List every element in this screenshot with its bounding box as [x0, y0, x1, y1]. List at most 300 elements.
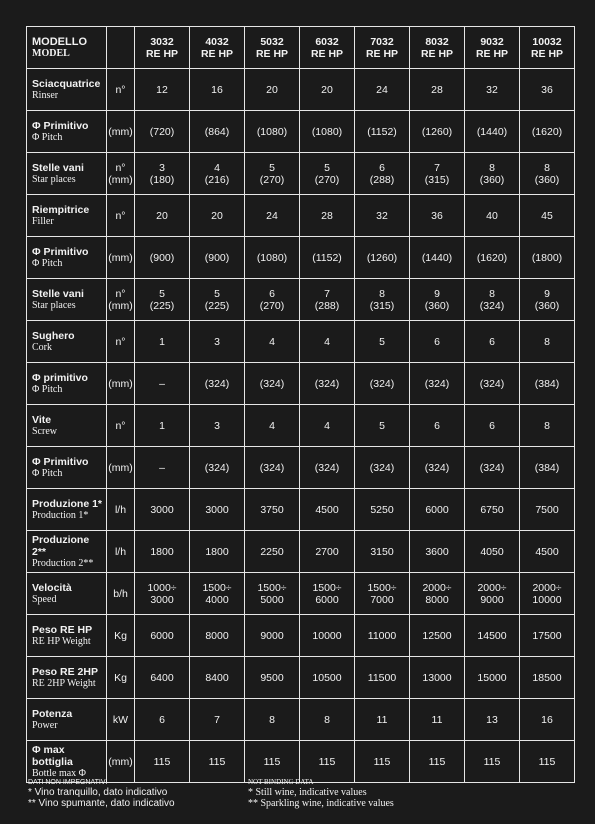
model-name-line: RE HP: [475, 47, 509, 60]
row-label-en: Φ Pitch: [32, 383, 63, 395]
table-row: [27, 699, 575, 741]
spec-table: [26, 26, 575, 783]
model-header-cell: [355, 27, 410, 69]
value-cell: [410, 405, 465, 447]
value-line: (180): [149, 173, 175, 186]
row-label-en: RE HP Weight: [32, 635, 91, 647]
unit-cell: [107, 363, 135, 405]
value-cell: [355, 279, 410, 321]
value-cell: [245, 405, 300, 447]
row-label-en: Star places: [32, 173, 76, 185]
value-line: 3000: [150, 593, 174, 606]
unit-line: kW: [112, 713, 129, 726]
unit-line: n°: [115, 83, 126, 96]
value-cell: [520, 489, 575, 531]
value-line: (360): [534, 299, 560, 312]
value-cell: [245, 699, 300, 741]
value-line: 4500: [315, 503, 339, 516]
value-cell: [135, 195, 190, 237]
value-line: 12500: [422, 629, 452, 642]
unit-cell: [107, 657, 135, 699]
value-line: (1620): [476, 251, 508, 264]
value-line: 2000÷: [477, 581, 507, 594]
row-label-cell: [27, 363, 107, 405]
value-line: 115: [538, 755, 556, 768]
value-cell: [245, 195, 300, 237]
value-line: 11500: [367, 671, 397, 684]
row-label-en: Φ Pitch: [32, 257, 63, 269]
row-label-en: Star places: [32, 299, 76, 311]
model-name-line: 8032: [425, 35, 449, 48]
value-line: 24: [266, 209, 278, 222]
value-cell: [520, 237, 575, 279]
value-line: (324): [314, 461, 340, 474]
unit-line: (mm): [108, 251, 133, 264]
value-line: 8: [489, 287, 495, 300]
value-line: 1500÷: [202, 581, 232, 594]
value-cell: [410, 363, 465, 405]
value-line: 24: [376, 83, 388, 96]
value-line: 115: [208, 755, 226, 768]
notes-italian-line1: * Vino tranquillo, dato indicativo: [28, 787, 168, 798]
value-line: (324): [204, 461, 230, 474]
value-cell: [300, 531, 355, 573]
value-line: 5: [379, 335, 385, 348]
value-cell: [355, 615, 410, 657]
model-name-line: 7032: [370, 35, 394, 48]
table-row: [27, 615, 575, 657]
row-label-cell: [27, 615, 107, 657]
value-line: 6: [379, 161, 385, 174]
value-line: (900): [149, 251, 175, 264]
value-line: 4: [269, 419, 275, 432]
value-line: 7500: [535, 503, 559, 516]
table-row: [27, 279, 575, 321]
value-cell: [300, 363, 355, 405]
value-cell: [300, 615, 355, 657]
value-line: (216): [204, 173, 230, 186]
value-line: (1152): [312, 251, 342, 264]
value-cell: [245, 279, 300, 321]
value-line: 7000: [370, 593, 394, 606]
value-cell: [520, 447, 575, 489]
unit-line: (mm): [108, 299, 133, 312]
value-line: 1: [159, 419, 165, 432]
value-cell: [135, 573, 190, 615]
value-line: 6: [434, 335, 440, 348]
unit-line: b/h: [113, 587, 128, 600]
value-line: (360): [534, 173, 560, 186]
value-cell: [465, 279, 520, 321]
header-row: [27, 27, 575, 69]
row-label-it: Stelle vani: [32, 161, 84, 174]
value-line: 5: [214, 287, 220, 300]
value-cell: [135, 405, 190, 447]
unit-cell: [107, 573, 135, 615]
value-line: 7: [214, 713, 220, 726]
value-line: (288): [314, 299, 340, 312]
value-line: 7: [434, 161, 440, 174]
model-header-cell: [190, 27, 245, 69]
value-cell: [135, 615, 190, 657]
row-label-cell: [27, 405, 107, 447]
table-row: [27, 111, 575, 153]
value-cell: [190, 615, 245, 657]
row-label-it: Φ Primitivo: [32, 119, 89, 132]
unit-line: (mm): [108, 173, 133, 186]
value-cell: [300, 447, 355, 489]
value-line: 15000: [477, 671, 507, 684]
value-line: 20: [156, 209, 168, 222]
table-row: [27, 321, 575, 363]
value-line: (324): [204, 377, 230, 390]
value-line: 115: [263, 755, 281, 768]
value-line: (1800): [531, 251, 563, 264]
model-header-cell: [135, 27, 190, 69]
value-cell: [465, 195, 520, 237]
row-label-en: Bottle max Φ: [32, 767, 86, 779]
value-cell: [465, 489, 520, 531]
table-row: [27, 237, 575, 279]
value-cell: [300, 69, 355, 111]
row-label-it: Produzione 1*: [32, 497, 103, 510]
value-line: 13000: [422, 671, 452, 684]
value-line: 8000: [205, 629, 229, 642]
value-cell: [135, 741, 190, 783]
value-cell: [190, 363, 245, 405]
value-cell: [355, 657, 410, 699]
unit-cell: [107, 699, 135, 741]
model-name-line: 4032: [205, 35, 229, 48]
value-cell: [190, 531, 245, 573]
value-cell: [465, 699, 520, 741]
value-cell: [520, 111, 575, 153]
value-line: 12: [156, 83, 168, 96]
row-label-en: Production 2**: [32, 557, 94, 569]
value-cell: [520, 69, 575, 111]
value-cell: [355, 489, 410, 531]
unit-line: n°: [115, 419, 126, 432]
model-name-line: RE HP: [200, 47, 234, 60]
value-cell: [300, 279, 355, 321]
value-cell: [190, 741, 245, 783]
value-cell: [520, 195, 575, 237]
value-cell: [135, 363, 190, 405]
value-line: 6: [159, 713, 165, 726]
value-line: 6: [489, 419, 495, 432]
row-label-cell: [27, 573, 107, 615]
value-line: 9: [434, 287, 440, 300]
table-row: [27, 405, 575, 447]
value-cell: [520, 363, 575, 405]
value-line: 4: [214, 161, 220, 174]
value-cell: [465, 405, 520, 447]
value-line: 4: [324, 419, 330, 432]
row-label-en: Screw: [32, 425, 57, 437]
model-name-line: RE HP: [145, 47, 179, 60]
value-cell: [520, 615, 575, 657]
value-cell: [135, 111, 190, 153]
notes-italian-line2: ** Vino spumante, dato indicativo: [28, 798, 175, 809]
unit-line: Kg: [114, 629, 127, 642]
model-name-line: RE HP: [530, 47, 564, 60]
value-line: 4050: [480, 545, 504, 558]
row-label-cell: [27, 741, 107, 783]
row-label-en: Speed: [32, 593, 57, 605]
value-cell: [245, 489, 300, 531]
row-label-cell: [27, 699, 107, 741]
row-label-cell: [27, 657, 107, 699]
value-cell: [300, 657, 355, 699]
value-cell: [410, 657, 465, 699]
value-line: 1800: [205, 545, 229, 558]
value-cell: [355, 363, 410, 405]
value-cell: [190, 279, 245, 321]
value-line: (324): [259, 461, 285, 474]
value-cell: [355, 237, 410, 279]
value-cell: [520, 279, 575, 321]
value-cell: [520, 573, 575, 615]
value-cell: [520, 153, 575, 195]
model-header-cell: [520, 27, 575, 69]
table-row: [27, 531, 575, 573]
value-cell: [245, 237, 300, 279]
value-line: 5250: [370, 503, 394, 516]
unit-line: n°: [115, 161, 126, 174]
value-line: (1440): [421, 251, 453, 264]
value-line: (324): [479, 377, 505, 390]
value-line: 4: [324, 335, 330, 348]
value-cell: [410, 615, 465, 657]
value-line: (270): [259, 173, 285, 186]
value-cell: [410, 279, 465, 321]
header-label-it: MODELLO: [32, 35, 87, 48]
value-line: 36: [541, 83, 553, 96]
value-line: 6000: [425, 503, 449, 516]
value-cell: [410, 699, 465, 741]
model-header-cell: [245, 27, 300, 69]
notes-english-heading: NOT BINDING DATA: [248, 778, 314, 786]
value-line: 6: [269, 287, 275, 300]
value-line: 2250: [260, 545, 284, 558]
model-header-cell: [410, 27, 465, 69]
notes-italian: [28, 778, 175, 809]
value-line: (1080): [311, 125, 343, 138]
value-line: (1260): [421, 125, 453, 138]
value-cell: [245, 363, 300, 405]
value-cell: [190, 699, 245, 741]
value-line: 20: [211, 209, 223, 222]
value-line: (288): [369, 173, 395, 186]
value-line: 17500: [532, 629, 562, 642]
value-line: 1800: [150, 545, 174, 558]
value-line: 4500: [535, 545, 559, 558]
unit-line: Kg: [114, 671, 127, 684]
value-line: (324): [479, 299, 505, 312]
value-cell: [465, 615, 520, 657]
value-cell: [300, 741, 355, 783]
model-header-cell: [465, 27, 520, 69]
value-line: (324): [314, 377, 340, 390]
row-label-it: Peso RE HP: [32, 623, 93, 636]
row-label-en: Φ Pitch: [32, 467, 63, 479]
table-row: [27, 573, 575, 615]
value-cell: [355, 405, 410, 447]
value-cell: [520, 321, 575, 363]
value-cell: [190, 489, 245, 531]
value-line: 3750: [260, 503, 284, 516]
row-label-cell: [27, 237, 107, 279]
model-name-line: 5032: [260, 35, 284, 48]
value-cell: [245, 111, 300, 153]
value-line: (1440): [476, 125, 508, 138]
value-line: (1260): [366, 251, 398, 264]
value-cell: [355, 447, 410, 489]
value-line: (324): [479, 461, 505, 474]
row-label-en: Power: [32, 719, 58, 731]
value-line: (315): [369, 299, 395, 312]
value-line: (324): [259, 377, 285, 390]
value-line: (324): [369, 461, 395, 474]
value-line: 8: [379, 287, 385, 300]
value-line: 8: [544, 335, 550, 348]
value-line: 8: [269, 713, 275, 726]
value-line: 1000÷: [147, 581, 177, 594]
value-line: 115: [483, 755, 501, 768]
row-label-it: Riempitrice: [32, 203, 90, 216]
value-cell: [465, 741, 520, 783]
value-line: 9: [544, 287, 550, 300]
row-label-cell: [27, 531, 107, 573]
unit-cell: [107, 405, 135, 447]
value-cell: [520, 531, 575, 573]
row-label-it: Vite: [32, 413, 52, 426]
notes-english-line1: * Still wine, indicative values: [248, 787, 367, 798]
value-line: 18500: [532, 671, 562, 684]
row-label-it: Φ Primitivo: [32, 245, 89, 258]
unit-line: l/h: [114, 545, 127, 558]
value-line: 2700: [315, 545, 339, 558]
value-line: 10000: [532, 593, 562, 606]
value-line: 6: [434, 419, 440, 432]
value-cell: [135, 489, 190, 531]
value-line: 11000: [367, 629, 397, 642]
value-cell: [465, 321, 520, 363]
value-line: –: [159, 461, 165, 474]
value-line: 8: [324, 713, 330, 726]
value-line: 14500: [477, 629, 507, 642]
unit-line: (mm): [108, 377, 133, 390]
value-line: 5: [324, 161, 330, 174]
model-name-line: RE HP: [255, 47, 289, 60]
table-row: [27, 657, 575, 699]
row-label-en: Production 1*: [32, 509, 89, 521]
table-row: [27, 195, 575, 237]
value-line: 28: [321, 209, 333, 222]
value-line: 11: [431, 713, 443, 726]
value-line: 16: [211, 83, 223, 96]
value-line: 45: [541, 209, 553, 222]
value-line: 3: [214, 419, 220, 432]
value-cell: [135, 279, 190, 321]
value-line: 1500÷: [367, 581, 397, 594]
value-line: 9500: [260, 671, 284, 684]
value-cell: [465, 657, 520, 699]
row-label-cell: [27, 321, 107, 363]
value-cell: [245, 153, 300, 195]
value-line: 3: [214, 335, 220, 348]
value-line: 5: [159, 287, 165, 300]
value-line: (270): [259, 299, 285, 312]
value-line: (1080): [256, 251, 288, 264]
table-row: [27, 447, 575, 489]
value-line: 2000÷: [422, 581, 452, 594]
value-line: 6750: [480, 503, 504, 516]
value-line: 4000: [205, 593, 229, 606]
value-cell: [410, 489, 465, 531]
value-cell: [355, 531, 410, 573]
table-row: [27, 69, 575, 111]
value-cell: [135, 699, 190, 741]
value-line: (384): [534, 461, 560, 474]
value-line: 6400: [150, 671, 174, 684]
value-line: 5: [269, 161, 275, 174]
row-label-it: Φ Primitivo: [32, 455, 89, 468]
value-line: 9000: [260, 629, 284, 642]
value-cell: [245, 615, 300, 657]
value-line: (360): [479, 173, 505, 186]
unit-cell: [107, 69, 135, 111]
value-cell: [465, 363, 520, 405]
value-cell: [410, 195, 465, 237]
value-cell: [410, 321, 465, 363]
value-line: 3150: [370, 545, 394, 558]
row-label-cell: [27, 153, 107, 195]
value-cell: [410, 573, 465, 615]
value-cell: [245, 573, 300, 615]
value-line: (225): [149, 299, 175, 312]
value-cell: [135, 153, 190, 195]
value-line: 2000÷: [532, 581, 562, 594]
row-label-en: Cork: [32, 341, 52, 353]
value-cell: [355, 111, 410, 153]
value-line: (324): [424, 461, 450, 474]
value-cell: [135, 531, 190, 573]
notes-english: [248, 778, 394, 809]
value-cell: [465, 573, 520, 615]
table-row: [27, 363, 575, 405]
value-line: (270): [314, 173, 340, 186]
model-name-line: RE HP: [420, 47, 454, 60]
value-cell: [410, 741, 465, 783]
value-line: (324): [424, 377, 450, 390]
value-cell: [520, 657, 575, 699]
value-line: 28: [431, 83, 443, 96]
value-line: 3000: [150, 503, 174, 516]
unit-line: n°: [115, 335, 126, 348]
value-cell: [135, 69, 190, 111]
model-name-line: 6032: [315, 35, 339, 48]
value-cell: [355, 153, 410, 195]
row-label-cell: [27, 489, 107, 531]
value-cell: [190, 321, 245, 363]
unit-line: (mm): [108, 461, 133, 474]
value-cell: [465, 153, 520, 195]
value-cell: [355, 69, 410, 111]
value-line: 5: [379, 419, 385, 432]
value-cell: [300, 111, 355, 153]
value-line: 1: [159, 335, 165, 348]
